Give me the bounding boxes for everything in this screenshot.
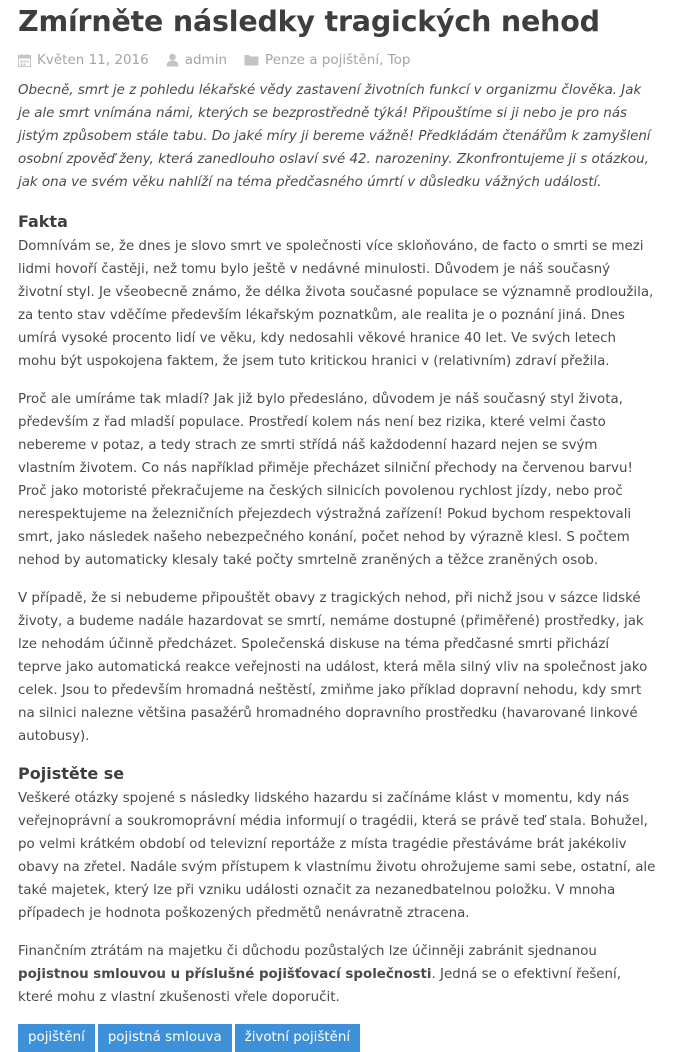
category-link-penze[interactable]: Penze a pojištění	[265, 52, 380, 68]
text-span: . Jedná se o efektivní řešení, které mohu z vlastní zkušenosti vřele doporučit.	[18, 967, 622, 1005]
post-date	[18, 52, 149, 68]
category-separator: ,	[379, 52, 388, 68]
section-heading-fakta: Fakta	[18, 212, 68, 231]
post-date-link[interactable]: Květen 11, 2016	[37, 52, 149, 68]
post-author	[166, 52, 227, 68]
paragraph: V případě, že si nebudeme připouštět obavy z tragických nehod, při nichž jsou v sázce lidské životy, a budeme nadále hazardovat se smrtí, nemáme dostupné (přiměřené) prostředky, jak lze nehodám účinně předcházet. Společenská diskuse na téma předčasné smrti přichází teprve jako automatická reakce veřejnosti na událost, která měla silný vliv na společnost jako celek. Jsou to především hromadná neštěstí, zmiňme jako příklad dopravní nehodu, kdy smrt na silnici nalezne většina pasažérů hromadného dopravního prostředku (havarované linkové autobusy).	[18, 591, 648, 744]
post-author-link[interactable]: admin	[184, 52, 228, 68]
post-title: Zmírněte následky tragických nehod	[18, 5, 600, 38]
text-span: Finančním ztrátám na majetku či důchodu pozůstalých lze účinněji zabránit sjednanou	[18, 944, 597, 959]
paragraph: Veškeré otázky spojené s následky lidského hazardu si začínáme klást v momentu, kdy nás veřejnoprávní a soukromoprávní média informují o tragédii, která se právě teď stala. Bohužel, po velmi krátkém období od televizní reportáže z místa tragédie přestáváme brát jakékoliv obavy na zřetel. Nadále svým přístupem k vlastnímu životu ohrožujeme sami sebe, ostatní, ale také majetek, který lze při vzniku události označit za nezanedbatelnou položku. V mnoha případech je hodnota poškozených předmětů nenávratně ztracena.	[18, 791, 656, 921]
tag-pojistna-smlouva[interactable]: pojistná smlouva	[98, 1024, 232, 1052]
user-icon	[166, 53, 179, 67]
folder-icon	[244, 54, 259, 66]
paragraph: Proč ale umíráme tak mladí? Jak již bylo předesláno, důvodem je náš současný styl života, především z řad mladší populace. Prostředí kolem nás není bez rizika, které velmi často nebereme v potaz, a tedy strach ze smrti střídá náš každodenní hazard nejen se svým vlastním životem. Co nás například přiměje přecházet silniční přechody na červenou barvu! Proč jako motoristé překračujeme na českých silnicích povolenou rychlost jízdy, nebo proč nerespektujeme na železničních přejezdech výstražná zařízení! Pokud bychom respektovali smrt, jako následek našeho nebezpečného konání, počet nehod by výrazně klesl. S počtem nehod by automaticky klesaly také počty smrtelně zraněných a těžce zraněných osob.	[18, 392, 633, 568]
tag-list	[18, 1024, 656, 1052]
bold-text: pojistnou smlouvou u příslušné pojišťovací společnosti	[18, 967, 432, 982]
tag-zivotni-pojisteni[interactable]: životní pojištění	[235, 1024, 360, 1052]
tag-pojisteni[interactable]: pojištění	[18, 1024, 95, 1052]
paragraph-recommendation	[18, 940, 656, 1009]
paragraph: Domnívám se, že dnes je slovo smrt ve společnosti více skloňováno, de facto o smrti se mezi lidmi hovoří častěji, než tomu bylo ještě v nedávné minulosti. Důvodem je náš současný životní styl. Je všeobecně známo, že délka života současné populace se významně prodloužila, za tento stav vděčíme především lékařským poznatkům, ale realita je o poznání jiná. Dnes umírá vysoké procento lidí ve věku, kdy nedosahli věkové hranice 40 let. Ve svých letech mohu být uspokojena faktem, že jsem tuto kritickou hranici v (relativním) zdraví přežila.	[18, 239, 654, 369]
post-meta	[18, 50, 656, 70]
calendar-icon	[18, 54, 31, 67]
post-intro: Obecně, smrt je z pohledu lékařské vědy zastavení životních funkcí v organizmu člověka. Jak je ale smrt vnímána námi, kterých se bezprostředně týká! Připouštíme si ji nebo je pro nás jistým způsobem stále tabu. Do jaké míry ji bereme vážně! Předkládám čtenářům k zamyšlení osobní zpověď ženy, která zanedlouho oslaví své 42. narozeniny. Zkonfrontujeme ji s otázkou, jak ona ve svém věku nahlíží na téma předčasného úmrtí v důsledku vážných událostí.	[18, 83, 651, 190]
category-link-top[interactable]: Top	[387, 52, 411, 68]
post-categories	[244, 52, 410, 68]
section-heading-pojistete-se: Pojistěte se	[18, 764, 125, 783]
